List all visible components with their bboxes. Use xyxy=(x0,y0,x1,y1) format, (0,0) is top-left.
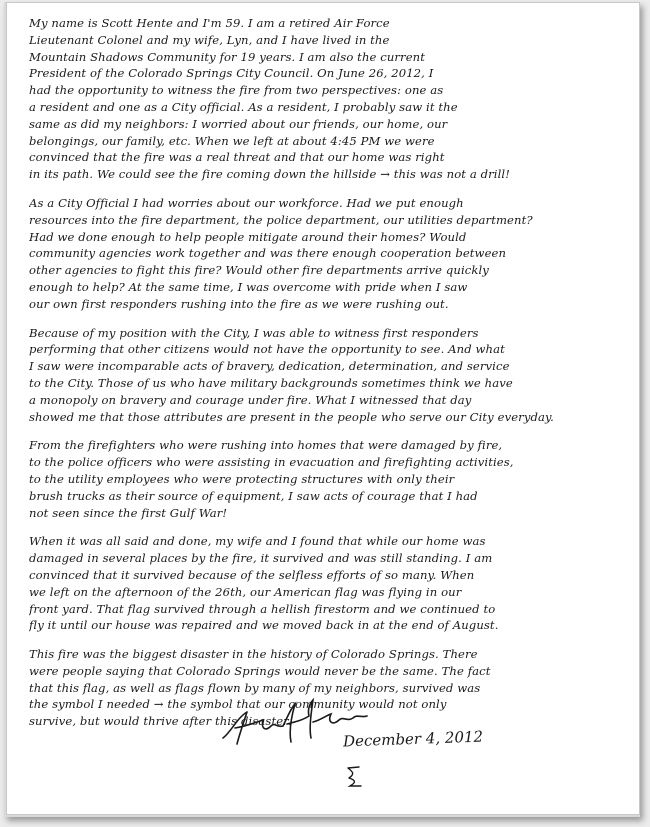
handwritten-line: a monopoly on bravery and courage under fire. What I witnessed that day xyxy=(29,392,472,407)
handwritten-line: convinced that the fire was a real threat and that our home was right xyxy=(29,150,445,165)
handwritten-line: enough to help? At the same time, I was overcome with pride when I saw xyxy=(29,279,468,294)
scribble-mark xyxy=(345,764,365,790)
handwritten-line: that this flag, as well as flags flown by many of my neighbors, survived was xyxy=(29,680,481,695)
handwritten-line: the symbol I needed → the symbol that our community would not only xyxy=(29,697,447,712)
handwritten-line: in its path. We could see the fire coming down the hillside → this was not a drill! xyxy=(29,167,510,182)
letter-paragraph xyxy=(29,195,623,313)
handwritten-line: belongings, our family, etc. When we left at about 4:45 PM we were xyxy=(29,133,435,148)
letter-paragraph xyxy=(29,15,623,183)
letter-body xyxy=(29,15,623,742)
handwritten-line: a resident and one as a City official. As a resident, I probably saw it the xyxy=(29,99,458,114)
handwritten-line: same as did my neighbors: I worried about our friends, our home, our xyxy=(29,116,448,131)
letter-paragraph xyxy=(29,437,623,521)
handwritten-line: not seen since the first Gulf War! xyxy=(29,505,228,520)
handwritten-line: resources into the fire department, the police department, our utilities department? xyxy=(29,212,533,227)
handwritten-line: brush trucks as their source of equipment, I saw acts of courage that I had xyxy=(29,488,478,503)
handwritten-line: our own first responders rushing into the fire as we were rushing out. xyxy=(29,296,449,311)
signature-block xyxy=(217,698,557,798)
handwritten-line: other agencies to fight this fire? Would other fire departments arrive quickly xyxy=(29,263,489,278)
handwritten-line: President of the Colorado Springs City Council. On June 26, 2012, I xyxy=(29,66,434,81)
handwritten-line: showed me that those attributes are present in the people who serve our City everyday. xyxy=(29,409,554,424)
letter-paragraph xyxy=(29,325,623,426)
handwritten-line: to the City. Those of us who have military backgrounds sometimes think we have xyxy=(29,375,513,390)
handwritten-line: community agencies work together and was there enough cooperation between xyxy=(29,246,507,261)
handwritten-line: to the police officers who were assisting in evacuation and firefighting activities, xyxy=(29,455,514,470)
handwritten-line: As a City Official I had worries about our workforce. Had we put enough xyxy=(29,195,464,210)
handwritten-line: I saw were incomparable acts of bravery, dedication, determination, and service xyxy=(29,359,510,374)
handwritten-line: to the utility employees who were protecting structures with only their xyxy=(29,471,455,486)
handwritten-line: fly it until our house was repaired and we moved back in at the end of August. xyxy=(29,618,499,633)
handwritten-line: My name is Scott Hente and I'm 59. I am a retired Air Force xyxy=(29,16,390,30)
handwritten-line: were people saying that Colorado Springs would never be the same. The fact xyxy=(29,663,491,678)
letter-date: December 4, 2012 xyxy=(342,727,484,751)
handwritten-line: we left on the afternoon of the 26th, our American flag was flying in our xyxy=(29,584,462,599)
handwritten-line: Because of my position with the City, I was able to witness first responders xyxy=(29,325,479,340)
handwritten-line: Mountain Shadows Community for 19 years. I am also the current xyxy=(29,49,425,64)
handwritten-line: front yard. That flag survived through a hellish firestorm and we continued to xyxy=(29,601,496,616)
handwritten-line: performing that other citizens would not have the opportunity to see. And what xyxy=(29,342,505,357)
letter-paragraph xyxy=(29,533,623,634)
handwritten-line: convinced that it survived because of the selfless efforts of so many. When xyxy=(29,567,475,582)
page-shadow xyxy=(4,2,640,817)
letter-sheet xyxy=(6,2,640,815)
handwritten-line: Lieutenant Colonel and my wife, Lyn, and I have lived in the xyxy=(29,32,390,47)
handwritten-line: Had we done enough to help people mitigate around their homes? Would xyxy=(29,229,467,244)
handwritten-line: damaged in several places by the fire, it survived and was still standing. I am xyxy=(29,551,493,566)
handwritten-line: This fire was the biggest disaster in the history of Colorado Springs. There xyxy=(29,647,478,662)
handwritten-line: When it was all said and done, my wife and I found that while our home was xyxy=(29,534,486,549)
handwritten-line: had the opportunity to witness the fire from two perspectives: one as xyxy=(29,83,444,98)
handwritten-line: From the firefighters who were rushing into homes that were damaged by fire, xyxy=(29,438,503,453)
handwritten-line: survive, but would thrive after this disaster. xyxy=(29,714,292,729)
